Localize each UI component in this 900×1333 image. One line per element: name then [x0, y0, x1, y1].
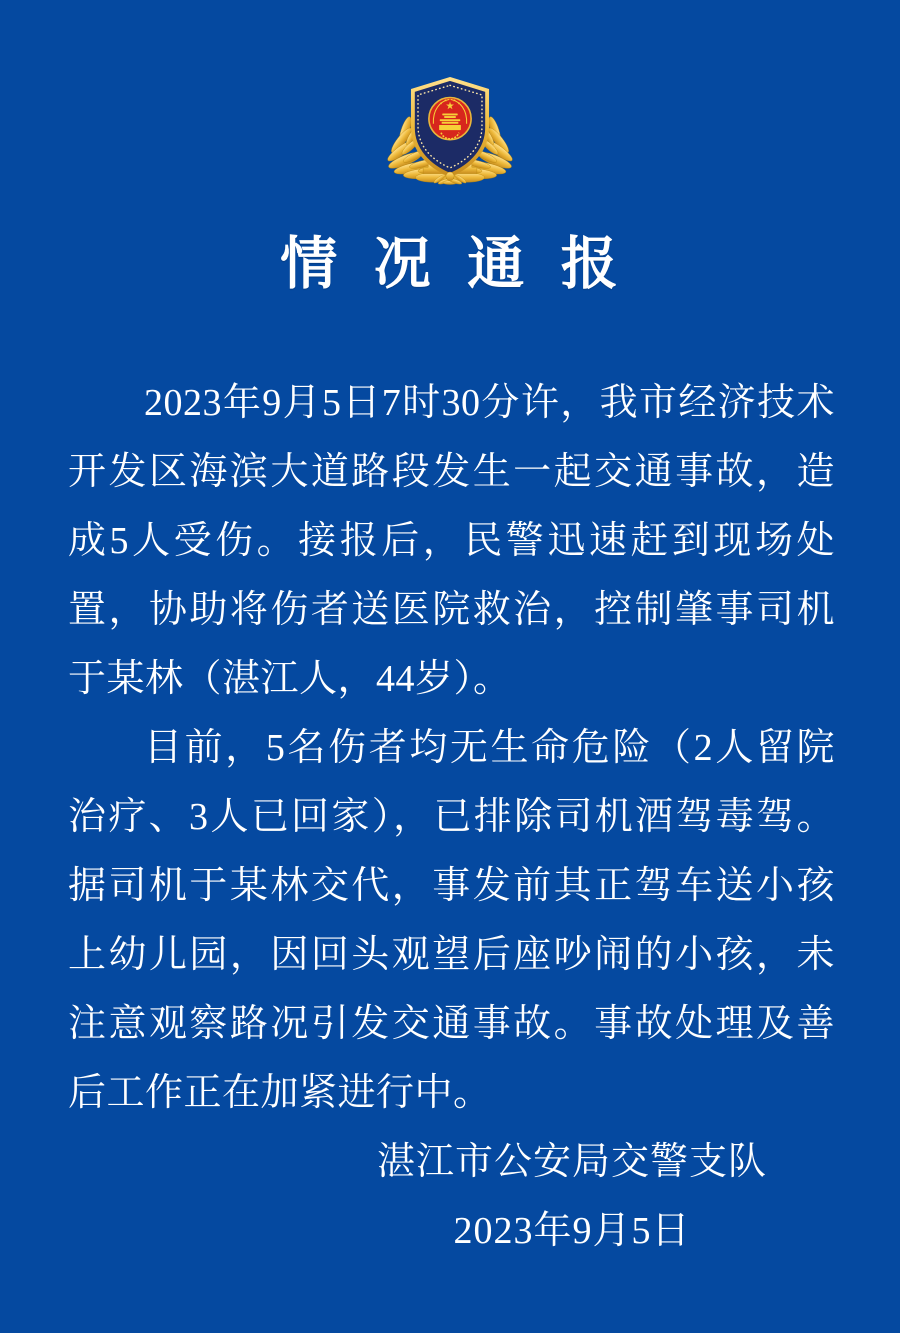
issuing-agency: 湛江市公安局交警支队 [376, 1141, 767, 1183]
notice-body [68, 369, 835, 1128]
police-badge-icon [386, 70, 514, 189]
notice-paragraph-2: 目前，5名伤者均无生命危险（2人留院治疗、3人已回家），已排除司机酒驾毒驾。据司机于某林交代，事发前其正驾车送小孩上幼儿园，因回头观望后座吵闹的小孩，未注意观察路况引发交通事故。事故处理及善后工作正在加紧进行中。 [68, 727, 835, 1114]
badge-ribbon-knot [446, 172, 454, 180]
signature-block [68, 1128, 835, 1266]
police-emblem [386, 70, 514, 189]
issue-date: 2023年9月5日 [453, 1210, 691, 1252]
notice-title: 情 况 通 报 [280, 233, 620, 296]
notice-paragraph-1: 2023年9月5日7时30分许，我市经济技术开发区海滨大道路段发生一起交通事故，造成5人受伤。接报后，民警迅速赶到现场处置，协助将伤者送医院救治，控制肇事司机于某林（湛江人，44岁）。 [68, 382, 835, 700]
signature-inner [377, 1128, 767, 1266]
